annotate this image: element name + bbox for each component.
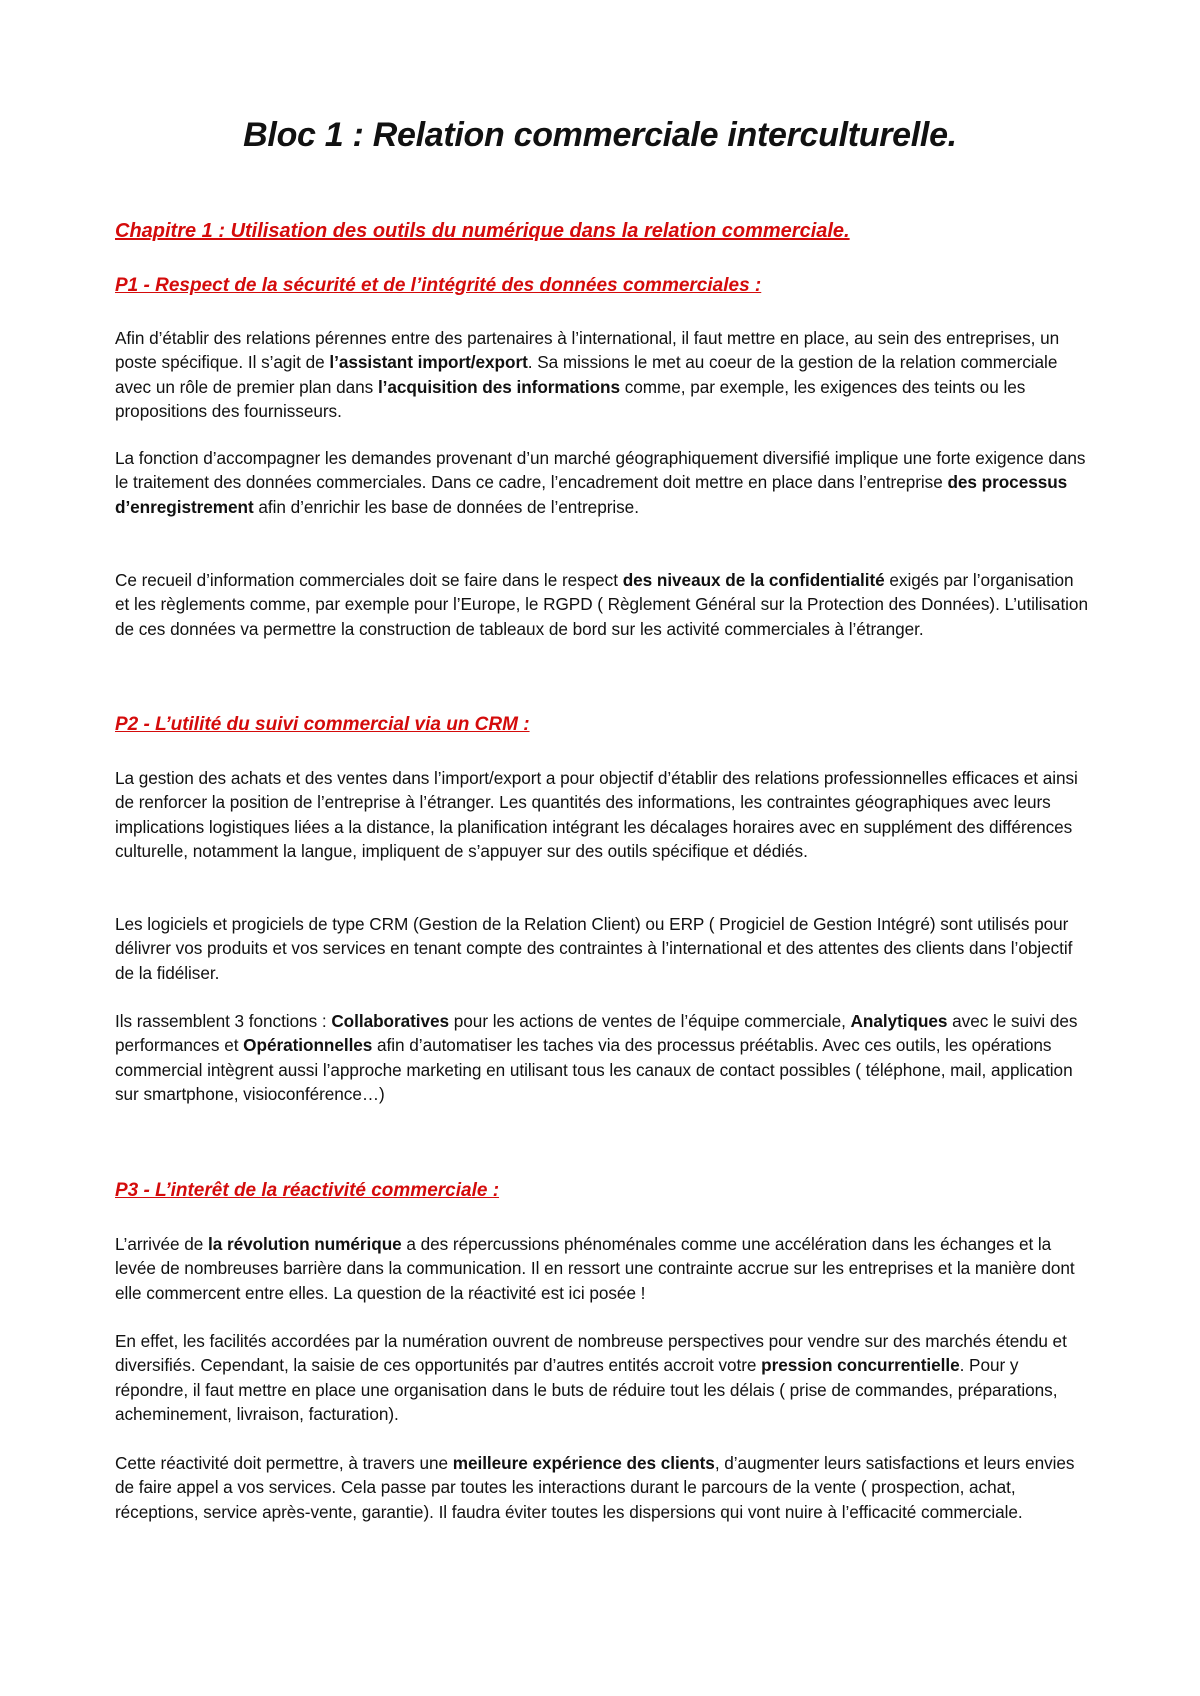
paragraph	[115, 1329, 1090, 1427]
text-run: La gestion des achats et des ventes dans l’import/export a pour objectif d’établir des relations professionnelles efficaces et ainsi de renforcer la position de l’entreprise à l’étranger. Les quantités des informations, les contraintes géographiques avec leurs implications logistiques liées a la distance, la planification intégrant les décalages horaires avec en supplément des différences culturelle, notamment la langue, impliquent de s’appuyer sur des outils spécifique et dédiés.	[115, 768, 1078, 862]
paragraph-text	[115, 1451, 1090, 1524]
text-run: Cette réactivité doit permettre, à travers une	[115, 1453, 453, 1473]
bold-term: Opérationnelles	[243, 1035, 373, 1056]
paragraph	[115, 1232, 1090, 1305]
section-p1	[115, 275, 1090, 297]
paragraph	[115, 1009, 1090, 1107]
bold-term: meilleure expérience des clients	[452, 1453, 715, 1473]
text-run: . Pour y répondre, il faut mettre en place une organisation dans le buts de réduire tout les délais ( prise de commandes, préparations, acheminement, livraison, facturation).	[115, 1355, 1058, 1425]
paragraph-text	[115, 1232, 1090, 1305]
bold-term: l’acquisition des informations	[377, 376, 620, 397]
bold-term: pression concurrentielle	[761, 1355, 960, 1376]
paragraph	[115, 766, 1090, 864]
bold-term: Collaboratives	[331, 1011, 450, 1031]
section-p3	[115, 1180, 1090, 1202]
chapter-heading: Chapitre 1 : Utilisation des outils du numérique dans la relation commerciale.	[115, 220, 850, 242]
text-run: Les logiciels et progiciels de type CRM (Gestion de la Relation Client) ou ERP ( Progiciel de Gestion Intégré) sont utilisés pour délivrer vos produits et vos services en tenant compte des contraintes à l’international et des attentes des clients dans l’objectif de la fidéliser.	[115, 914, 1073, 983]
paragraph	[115, 912, 1090, 985]
paragraph-text	[115, 766, 1090, 864]
paragraph-text	[115, 568, 1090, 641]
section-heading: P3 - L’interêt de la réactivité commerciale :	[115, 1180, 500, 1201]
bold-term: des niveaux de la confidentialité	[622, 570, 885, 590]
text-run: Afin d’établir des relations pérennes entre des partenaires à l’international, il faut mettre en place, au sein des entreprises, un poste spécifique. Il s’agit de	[115, 328, 1060, 373]
paragraph	[115, 446, 1090, 519]
text-run: En effet, les facilités accordées par la numération ouvrent de nombreuse perspectives pour vendre sur des marchés étendu et diversifiés. Cependant, la saisie de ces opportunités par d’autres entités accroit votre	[115, 1331, 1067, 1376]
paragraph	[115, 568, 1090, 641]
text-run: afin d’enrichir les base de données de l’entreprise.	[253, 496, 639, 517]
text-run: exigés par l’organisation et les règlements comme, par exemple pour l’Europe, le RGPD ( Règlement Général sur la Protection des Données). L’utilisation de ces données va permettre la construction de tableaux de bord sur les activité commerciales à l’étranger.	[115, 570, 1088, 639]
text-run: , d’augmenter leurs satisfactions et leurs envies de faire appel a vos services. Cela passe par toutes les interactions durant le parcours de la vente ( prospection, achat, réceptions, service après-vente, garantie). Il faudra éviter toutes les dispersions qui vont nuire à l’efficacité commerciale.	[115, 1453, 1075, 1522]
bold-term: des processus d’enregistrement	[115, 472, 1068, 517]
text-run: a des répercussions phénoménales comme une accélération dans les échanges et la levée de nombreuses barrière dans la communication. Il en ressort une contrainte accrue sur les entreprises et la manière dont elle commercent entre elles. La question de la réactivité est ici posée !	[115, 1234, 1075, 1303]
text-run: pour les actions de ventes de l’équipe commerciale,	[449, 1011, 851, 1031]
text-run: La fonction d’accompagner les demandes provenant d’un marché géographiquement diversifié implique une forte exigence dans le traitement des données commerciales. Dans ce cadre, l’encadrement doit mettre en place dans l’entreprise	[115, 448, 1086, 493]
section-heading: P1 - Respect de la sécurité et de l’intégrité des données commerciales :	[115, 275, 762, 296]
paragraph	[115, 326, 1090, 424]
paragraph	[115, 1451, 1090, 1524]
bold-term: la révolution numérique	[207, 1234, 402, 1254]
bold-term: l’assistant import/export	[329, 352, 528, 373]
text-run: Ils rassemblent 3 fonctions :	[115, 1011, 332, 1031]
paragraph-text	[115, 1009, 1090, 1107]
paragraph-text	[115, 326, 1090, 424]
text-run: afin d’automatiser les taches via des processus préétablis. Avec ces outils, les opérations commercial intègrent aussi l’approche marketing en utilisant tous les canaux de contact possibles ( téléphone, mail, application sur smartphone, visioconférence…)	[115, 1035, 1073, 1105]
text-run: comme, par exemple, les exigences des teints ou les propositions des fournisseurs.	[115, 376, 1026, 422]
paragraph-text	[115, 1329, 1090, 1427]
text-run: avec le suivi des performances et	[115, 1011, 1078, 1056]
section-heading: P2 - L’utilité du suivi commercial via un CRM :	[115, 714, 530, 735]
text-run: L’arrivée de	[115, 1234, 208, 1254]
section-p2	[115, 714, 1090, 736]
paragraph-text	[115, 912, 1090, 985]
bold-term: Analytiques	[850, 1011, 948, 1031]
text-run: Ce recueil d’information commerciales doit se faire dans le respect	[115, 570, 623, 590]
text-run: . Sa missions le met au coeur de la gestion de la relation commerciale avec un rôle de premier plan dans	[115, 352, 1058, 397]
document-title: Bloc 1 : Relation commerciale interculturelle.	[243, 116, 957, 154]
paragraph-text	[115, 446, 1090, 519]
